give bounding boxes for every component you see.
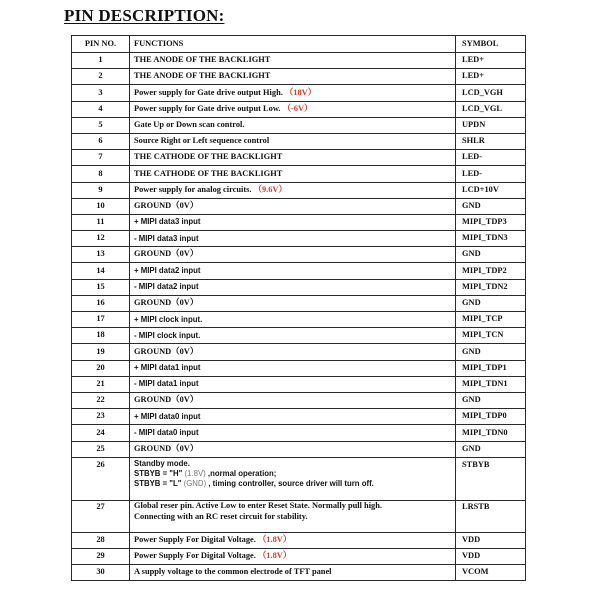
table-row: [72, 441, 526, 457]
pin-number: 8: [72, 166, 130, 182]
pin-symbol: LED+: [456, 69, 526, 85]
pin-number: 22: [72, 392, 130, 408]
pin-function-text: - MIPI data1 input: [134, 379, 199, 389]
pin-number: 2: [72, 69, 130, 85]
table-row: [72, 166, 526, 182]
pin-symbol: MIPI_TDP3: [456, 214, 526, 230]
pin-function-text: Power Supply For Digital Voltage.: [134, 551, 256, 561]
pin-symbol: LCD+10V: [456, 182, 526, 198]
header-symbol: SYMBOL: [456, 36, 526, 53]
table-row: [72, 231, 526, 247]
pin-function: [130, 182, 456, 198]
table-row: [72, 425, 526, 441]
pin-table-body: [72, 53, 526, 581]
pin-function: [130, 133, 456, 149]
pin-function: [130, 198, 456, 214]
pin-symbol: MIPI_TDN2: [456, 279, 526, 295]
pin-function-text: + MIPI data2 input: [134, 265, 201, 275]
pin-function: [130, 263, 456, 279]
pin-number: 14: [72, 263, 130, 279]
pin-function: [130, 85, 456, 101]
voltage-note: （-6V）: [282, 103, 313, 113]
table-row: [72, 263, 526, 279]
pin-function: [130, 117, 456, 133]
pin-function-text: GROUND（0V）: [134, 346, 199, 356]
pin-number: 29: [72, 548, 130, 564]
pin-function-text: - MIPI data2 input: [134, 282, 199, 292]
pin-number: 28: [72, 532, 130, 548]
pin-number: 18: [72, 328, 130, 344]
pin-function: [130, 441, 456, 457]
table-row: [72, 548, 526, 564]
table-row: [72, 295, 526, 311]
pin-function-text: GROUND（0V）: [134, 443, 199, 453]
pin-symbol: GND: [456, 344, 526, 360]
pin-number: 20: [72, 360, 130, 376]
table-row: [72, 150, 526, 166]
standby-description: ,normal operation;: [207, 468, 277, 478]
pin-function-text: - MIPI data3 input: [134, 233, 199, 243]
voltage-note: （1.8V）: [257, 551, 292, 561]
pin-function-text: THE CATHODE OF THE BACKLIGHT: [134, 168, 283, 178]
pin-function-text: - MIPI data0 input: [134, 427, 199, 437]
pin-function-text: THE CATHODE OF THE BACKLIGHT: [134, 152, 283, 162]
pin-function-text: + MIPI clock input.: [134, 314, 203, 324]
pin-number: 12: [72, 231, 130, 247]
standby-level: (GND): [183, 479, 207, 489]
pin-number: 13: [72, 247, 130, 263]
standby-state: STBYB = "H": [134, 468, 183, 478]
pin-function: [130, 548, 456, 564]
table-row: [72, 247, 526, 263]
table-row: [72, 85, 526, 101]
pin-number: 7: [72, 150, 130, 166]
pin-symbol: LCD_VGL: [456, 101, 526, 117]
pin-function-text: GROUND（0V）: [134, 249, 199, 259]
pin-function-text: Power supply for analog circuits.: [134, 184, 252, 194]
table-row: [72, 328, 526, 344]
pin-function-text: + MIPI data3 input: [134, 217, 201, 227]
pin-symbol: GND: [456, 392, 526, 408]
pin-function-text: THE ANODE OF THE BACKLIGHT: [134, 55, 271, 65]
table-row: [72, 101, 526, 117]
pin-function-text: GROUND（0V）: [134, 298, 199, 307]
voltage-note: （1.8V）: [257, 534, 292, 544]
pin-symbol: GND: [456, 247, 526, 263]
table-row: [72, 565, 526, 581]
pin-number: 16: [72, 295, 130, 311]
pin-symbol: LED-: [456, 150, 526, 166]
pin-number: 26: [72, 457, 130, 500]
pin-number: 3: [72, 85, 130, 101]
pin-symbol: LRSTB: [456, 500, 526, 532]
pin-symbol: VDD: [456, 548, 526, 564]
pin-symbol: VDD: [456, 532, 526, 548]
pin-symbol: MIPI_TCP: [456, 312, 526, 328]
pin-function: [130, 279, 456, 295]
table-row: [72, 360, 526, 376]
page-title: PIN DESCRIPTION:: [64, 6, 225, 25]
standby-description: , timing controller, source driver will turn off.: [208, 479, 374, 489]
pin-function-text: Standby mode.: [134, 458, 190, 468]
pin-function: [130, 295, 456, 311]
pin-function: [130, 500, 456, 532]
header-pin-no: PIN NO.: [72, 36, 130, 53]
table-row: [72, 133, 526, 149]
pin-symbol: GND: [456, 198, 526, 214]
pin-function-text: - MIPI clock input.: [134, 330, 201, 340]
pin-number: 24: [72, 425, 130, 441]
pin-symbol: VCOM: [456, 565, 526, 581]
pin-function: [130, 457, 456, 500]
pin-function: [130, 101, 456, 117]
pin-number: 10: [72, 198, 130, 214]
pin-function: [130, 247, 456, 263]
pin-number: 1: [72, 53, 130, 69]
pin-function-text: Power supply for Gate drive output High.: [134, 87, 283, 97]
pin-function: [130, 312, 456, 328]
pin-function: [130, 376, 456, 392]
pin-symbol: MIPI_TDN3: [456, 231, 526, 247]
pin-function: [130, 231, 456, 247]
pin-number: 15: [72, 279, 130, 295]
header-functions: FUNCTIONS: [130, 36, 456, 53]
pin-function: [130, 360, 456, 376]
pin-function: [130, 565, 456, 581]
table-row: [72, 53, 526, 69]
pin-symbol: GND: [456, 441, 526, 457]
pin-number: 25: [72, 441, 130, 457]
pin-number: 9: [72, 182, 130, 198]
pin-function-text: THE ANODE OF THE BACKLIGHT: [134, 71, 271, 81]
pin-function-text: + MIPI data1 input: [134, 363, 201, 373]
table-row: [72, 376, 526, 392]
pin-function-text: GROUND（0V）: [134, 395, 199, 405]
pin-function: [130, 214, 456, 230]
pin-function: [130, 150, 456, 166]
standby-state: STBYB = "L": [134, 479, 182, 489]
pin-symbol: UPDN: [456, 117, 526, 133]
pin-number: 17: [72, 312, 130, 328]
pin-number: 6: [72, 133, 130, 149]
pin-symbol: LED-: [456, 166, 526, 182]
pin-number: 5: [72, 117, 130, 133]
table-row: [72, 344, 526, 360]
pin-function: [130, 409, 456, 425]
pin-symbol: GND: [456, 295, 526, 311]
pin-function: [130, 392, 456, 408]
standby-level: (1.8V): [184, 468, 206, 478]
table-row: [72, 392, 526, 408]
pin-symbol: MIPI_TCN: [456, 328, 526, 344]
pin-description-table: [71, 35, 526, 581]
table-row: [72, 500, 526, 532]
table-row: [72, 69, 526, 85]
pin-symbol: MIPI_TDP2: [456, 263, 526, 279]
table-row: [72, 532, 526, 548]
pin-number: 23: [72, 409, 130, 425]
pin-number: 30: [72, 565, 130, 581]
pin-function: [130, 532, 456, 548]
pin-function: [130, 53, 456, 69]
pin-symbol: STBYB: [456, 457, 526, 500]
pin-number: 21: [72, 376, 130, 392]
pin-symbol: LED+: [456, 53, 526, 69]
pin-function-text: A supply voltage to the common electrode of TFT panel: [134, 567, 332, 577]
pin-number: 27: [72, 500, 130, 532]
standby-line: [134, 480, 455, 488]
pin-function-text: Gate Up or Down scan control.: [134, 119, 245, 129]
voltage-note: （18V）: [284, 87, 317, 97]
pin-function-text: + MIPI data0 input: [134, 411, 201, 421]
pin-function: [130, 69, 456, 85]
pin-function-text-2: Connecting with an RC reset circuit for stability.: [134, 511, 308, 521]
table-row: [72, 198, 526, 214]
pin-function: [130, 328, 456, 344]
pin-function-text: GROUND（0V）: [134, 200, 199, 210]
pin-symbol: MIPI_TDP1: [456, 360, 526, 376]
table-row: [72, 117, 526, 133]
pin-symbol: MIPI_TDP0: [456, 409, 526, 425]
table-row: [72, 182, 526, 198]
pin-symbol: MIPI_TDN1: [456, 376, 526, 392]
pin-number: 19: [72, 344, 130, 360]
standby-line: [134, 470, 455, 478]
pin-number: 4: [72, 101, 130, 117]
table-row: [72, 457, 526, 500]
pin-symbol: LCD_VGH: [456, 85, 526, 101]
table-header-row: [72, 36, 526, 53]
pin-function-text: Power Supply For Digital Voltage.: [134, 534, 256, 544]
pin-function-text: Global reser pin. Active Low to enter Reset State. Normally pull high.: [134, 500, 382, 510]
pin-function-text: Source Right or Left sequence control: [134, 136, 270, 146]
table-row: [72, 409, 526, 425]
pin-number: 11: [72, 214, 130, 230]
pin-function: [130, 425, 456, 441]
pin-function: [130, 344, 456, 360]
pin-function-text: Power supply for Gate drive output Low.: [134, 103, 281, 113]
table-row: [72, 312, 526, 328]
pin-symbol: MIPI_TDN0: [456, 425, 526, 441]
table-row: [72, 214, 526, 230]
pin-function: [130, 166, 456, 182]
voltage-note: （9.6V）: [253, 184, 287, 194]
pin-symbol: SHLR: [456, 133, 526, 149]
table-row: [72, 279, 526, 295]
